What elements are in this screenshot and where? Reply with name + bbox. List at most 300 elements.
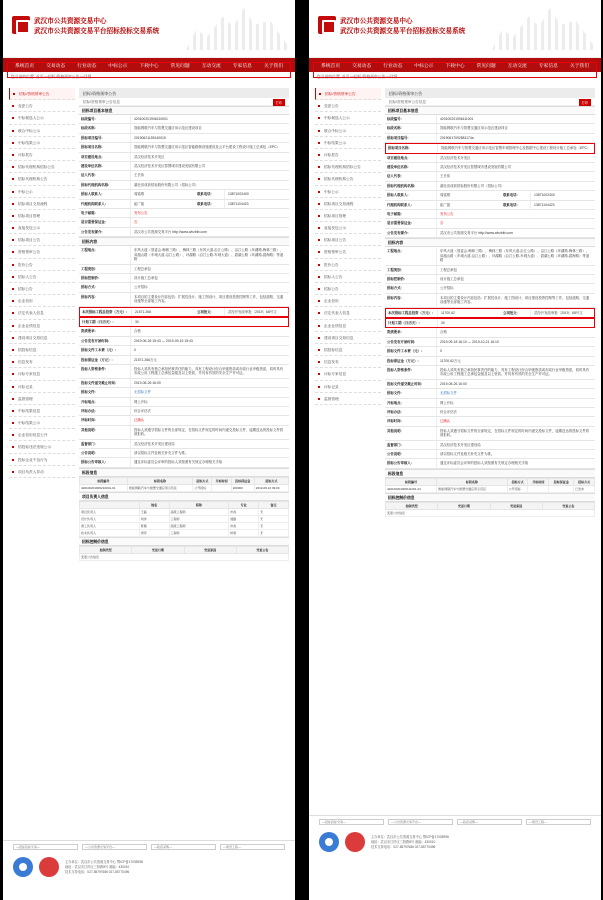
table-row xyxy=(386,485,595,492)
sidebar-item[interactable]: 联合中标公示 xyxy=(315,125,381,137)
row-label: 投标人资格条件: xyxy=(79,365,131,378)
sidebar-item[interactable]: 招投标违法违规公示 xyxy=(9,441,75,453)
nav-item[interactable]: 系统首页 xyxy=(320,63,341,69)
info-row xyxy=(79,327,289,336)
row-value: 周铭维 xyxy=(440,193,451,198)
sidebar-item[interactable]: 招标代理机构公告 xyxy=(315,173,381,185)
sidebar-item[interactable]: 招投标信息 xyxy=(9,344,75,356)
row-value: 东风大道（管委会-梅林三路）、梅林三路（东风大道-沿江公路）、沿江公路（环湖路-梅林三路）、凤凰山路（车城大道-沿江公路）、环湖路（沿江公路-车城大道）、碧湖公路（环湖路-碧海路）等道路 xyxy=(440,249,590,263)
sidebar-item[interactable]: 招标项目交易流程 xyxy=(9,198,75,210)
info-row xyxy=(79,407,289,416)
cell: 技术负责人 xyxy=(80,529,140,536)
basic-section: 招标项目基本信息 xyxy=(385,106,595,115)
cell: 无 xyxy=(259,529,289,536)
nav-item[interactable]: 行业动态 xyxy=(77,63,97,69)
info-row xyxy=(385,266,595,275)
print-button[interactable]: 打印 xyxy=(579,99,591,106)
row-label: 标段名称: xyxy=(79,124,131,132)
row-value: 13871104423 xyxy=(534,202,555,207)
info-row xyxy=(385,389,595,398)
logo-icon xyxy=(318,16,336,34)
nav-item[interactable]: 常见问题 xyxy=(476,63,496,69)
row-label: 评标时间: xyxy=(385,417,437,425)
staff-section: 项目负责人信息 xyxy=(79,492,289,501)
list-section: 标段信息 xyxy=(385,469,595,478)
row-value: 武汉市公共资源交易平台 http://www.whzbtb.com xyxy=(134,229,207,234)
sidebar-item[interactable]: 评标专家信息 xyxy=(9,368,75,380)
row-value: 合格 xyxy=(134,329,141,334)
row-value: 工程总承包 xyxy=(134,266,151,271)
row-value: 智能网联汽车与智慧交通应用示范区建设项目 xyxy=(134,126,202,131)
sidebar-item[interactable]: 招标人公告 xyxy=(315,271,381,283)
cell: 高级工程师 xyxy=(169,508,229,515)
row-value: 已确认 xyxy=(134,418,145,423)
table-row xyxy=(80,522,289,529)
sidebar-item[interactable]: 报价公告 xyxy=(9,259,75,271)
nav-item[interactable]: 下载中心 xyxy=(445,63,465,69)
row-value: 综合评估法 xyxy=(134,409,151,413)
doc-link[interactable]: 无招标文件 xyxy=(440,391,457,396)
row-value: 否 xyxy=(440,221,444,226)
info-row xyxy=(79,181,289,190)
row-value: 网上开标 xyxy=(440,400,454,405)
sidebar-item[interactable]: 直接发包公示 xyxy=(315,222,381,234)
nav-item[interactable]: 关于我们 xyxy=(263,63,284,69)
building-illustration xyxy=(492,8,597,50)
site-title: 武汉市公共资源交易中心 xyxy=(340,18,413,25)
footer-select[interactable]: —招标投标交易— xyxy=(13,844,78,850)
info-row xyxy=(385,347,595,356)
row-label: 公告发布开始时间: xyxy=(79,337,131,345)
sidebar-item[interactable]: 信息发布 xyxy=(315,356,381,368)
row-label: 建设单位名称: xyxy=(385,163,437,171)
info-row xyxy=(385,399,595,408)
row-label: 公告发布媒介: xyxy=(385,229,437,237)
sidebar-item[interactable]: 报价公告 xyxy=(315,259,381,271)
sidebar-item[interactable]: 招标公告 xyxy=(9,283,75,295)
sidebar-item[interactable]: 招标代理机构招标公告 xyxy=(9,161,75,173)
sidebar-item[interactable]: 招标项目交易流程 xyxy=(315,198,381,210)
cell: 420100201906210001-01 xyxy=(80,484,128,491)
row-label: 立项批文: xyxy=(501,309,531,317)
row-value: 21571.266万元 xyxy=(134,357,157,362)
info-row xyxy=(79,134,289,143)
sidebar-item[interactable]: 法定代表人信息 xyxy=(9,307,75,319)
info-row xyxy=(385,427,595,441)
row-value: 智能网联汽车与智慧交通应用示范区智慧车城管理中心及数据中心建设工程设计施工总承包（EPC） xyxy=(441,146,591,151)
row-value: 发布公告 xyxy=(134,211,148,216)
cell: 变更公告信息 xyxy=(80,553,289,560)
col-header: 开标时间 xyxy=(528,478,549,485)
sidebar-item[interactable]: 招标代理机构招标公告 xyxy=(315,161,381,173)
row-label: 招标项目名称: xyxy=(79,143,131,151)
info-row xyxy=(79,218,289,227)
sidebar-item[interactable]: 招标项目公告 xyxy=(315,234,381,246)
row-label: 其他说明: xyxy=(79,426,131,439)
row-value: 工程总承包 xyxy=(440,267,457,272)
cell: 刘洋 xyxy=(139,515,169,522)
row-label: 公告发布媒介: xyxy=(79,228,131,236)
row-label: 工程类别: xyxy=(385,266,437,274)
sidebar-item[interactable]: 资格预审公告 xyxy=(315,246,381,258)
row-value: 30 xyxy=(135,319,139,324)
nav-item[interactable]: 系统首页 xyxy=(14,63,35,69)
col-header: 招标方式 xyxy=(507,478,528,485)
police-badge-icon xyxy=(345,832,365,852)
info-row xyxy=(385,328,595,337)
row-label: 招标人联系人: xyxy=(79,190,131,198)
sidebar-item[interactable]: 企业信用 xyxy=(315,295,381,307)
sidebar-item[interactable]: 中标候选人公示 xyxy=(315,112,381,124)
row-value: 东风大道（管委会-梅林三路）、梅林三路（东风大道-沿江公路）、沿江公路（环湖路-梅林三路）、凤凰山路（车城大道-沿江公路）、环湖路（沿江公路-车城大道）、碧湖公路（环湖路-碧海路）等道路 xyxy=(134,248,284,262)
row-label: 招标文件: xyxy=(79,388,131,396)
col-header: 投标保证金 xyxy=(549,478,574,485)
row-label: 公告说明: xyxy=(79,449,131,457)
info-row xyxy=(385,210,595,219)
row-value: 0 xyxy=(440,349,442,354)
cell: 项目负责人 xyxy=(80,508,140,515)
page-title: 招标/资格预审公告 xyxy=(385,88,595,98)
info-row xyxy=(79,398,289,407)
cell: 无 xyxy=(259,522,289,529)
row-label: 投标文件递交截止时间: xyxy=(79,379,131,387)
sidebar-item[interactable]: 中标候选人公示 xyxy=(9,112,75,124)
row-label: 本次招标工程总投资（万元）: xyxy=(386,309,438,317)
site-subtitle: 武汉市公共资源交易平台招标投标交易系统 xyxy=(340,28,466,35)
row-label: 招标项目名称: xyxy=(386,144,438,152)
sidebar-item[interactable]: 中标公示 xyxy=(315,186,381,198)
row-label: 招标代理机构名称: xyxy=(385,182,437,190)
info-row xyxy=(79,115,289,124)
sidebar-item[interactable]: 评标报告 xyxy=(9,149,75,161)
cell: 市政 xyxy=(229,522,259,529)
row-label: 资质要求: xyxy=(385,328,437,336)
info-row xyxy=(385,115,595,124)
sidebar-item[interactable]: 中标结果公示 xyxy=(9,417,75,429)
row-value: 武汉经济技术开发区建设局 xyxy=(134,441,175,446)
cell: 周军 xyxy=(139,529,169,536)
info-row xyxy=(385,408,595,417)
row-label: 是否需要保证金: xyxy=(385,219,437,227)
nav-item[interactable]: 交易动态 xyxy=(46,63,66,69)
row-label: 建设单位名称: xyxy=(79,162,131,170)
row-label: 评标办法: xyxy=(385,408,437,416)
row-label: 招标公告审核人: xyxy=(79,458,131,466)
row-value: 0 xyxy=(134,348,136,353)
footer xyxy=(3,840,295,881)
row-value: 智能网联汽车与智慧交通应用示范区智能路侧设施建设及云平台建设工程设计施工总承包（EPC） xyxy=(134,145,280,150)
row-value: 武经开发改审批〔2019〕68号文 xyxy=(534,310,583,315)
row-value: 武汉经济技术开发区 xyxy=(134,154,165,159)
change-section: 招标控制价信息 xyxy=(79,537,289,546)
sidebar-item[interactable]: 评标报告 xyxy=(315,149,381,161)
nav-item[interactable]: 交易动态 xyxy=(352,63,372,69)
footer-select[interactable]: —政府采购— xyxy=(457,819,522,825)
sidebar-item[interactable]: 企业信用 xyxy=(9,295,75,307)
row-value: 13871104423 xyxy=(228,201,249,206)
row-value: 投标人须具有独立承担民事责任的能力，具有工程设计综合甲级资质或市政行业甲级资质，同时具有市政公用工程施工总承包壹级及以上资质，并具有有效的安全生产许可证。 xyxy=(134,366,284,376)
row-label: 联系电话: xyxy=(501,191,531,199)
nav-item[interactable]: 互动交流 xyxy=(201,63,221,69)
sidebar-item[interactable]: 评标记录 xyxy=(315,381,381,393)
sidebar-item[interactable]: 中标结果公示 xyxy=(315,137,381,149)
sidebar-item[interactable]: 投标企业不良行为 xyxy=(9,454,75,466)
row-label: 招标文件工本费（元）: xyxy=(79,346,131,354)
sidebar-item[interactable]: 招投标信息 xyxy=(315,344,381,356)
row-label: 招标文件工本费（元）: xyxy=(385,347,437,355)
sidebar-item[interactable]: 变更公告 xyxy=(315,100,381,112)
sidebar-item[interactable]: 招标/资格预审公告 xyxy=(315,88,381,100)
col-header: 控制类型 xyxy=(80,546,132,553)
info-row xyxy=(385,219,595,228)
footer-selects xyxy=(3,841,295,853)
sidebar-item[interactable]: 招标代理机构公告 xyxy=(9,173,75,185)
footer-selects xyxy=(309,816,601,828)
nav-item[interactable]: 互动交流 xyxy=(507,63,527,69)
row-value: 崔广振 xyxy=(440,202,451,207)
main-content xyxy=(385,88,595,517)
sidebar-item[interactable]: 建设项目交易信息 xyxy=(9,332,75,344)
col-header: 招标方式 xyxy=(193,477,212,484)
tender-section: 招标内容 xyxy=(79,237,289,246)
row-label: 标段名称: xyxy=(385,124,437,132)
row-label: 开标地点: xyxy=(79,398,131,406)
row-value: 本项目的主要设计内容包括：扩展性设计、施工图设计、项目建设投资控制等工作，包括道路、交通设施等全部施工内容。 xyxy=(134,294,284,304)
nav-item[interactable]: 行业动态 xyxy=(383,63,403,69)
sidebar-item[interactable]: 招标公告 xyxy=(315,283,381,295)
footer-select[interactable]: —建设工程— xyxy=(526,819,591,825)
basic-section: 招标项目基本信息 xyxy=(79,106,289,115)
table-row xyxy=(80,529,289,536)
sidebar-item[interactable]: 招标项目管理 xyxy=(315,210,381,222)
row-value: 武汉经济技术开发区建设局 xyxy=(440,442,481,447)
section-title: 招标/资格预审公告信息 xyxy=(83,100,120,104)
sidebar-item[interactable]: 中标结果信息 xyxy=(9,405,75,417)
row-label: 是否需要保证金: xyxy=(79,218,131,226)
row-value: 投标人须遵守招标文件的全部规定，在招标文件规定的时间内递交投标文件，逾期送达的投标文件将被拒收。 xyxy=(440,428,590,438)
amount-row xyxy=(385,308,595,318)
section-bar xyxy=(79,98,289,106)
info-row xyxy=(79,356,289,365)
highlight-box xyxy=(313,62,597,78)
row-label: 代理机构联系人: xyxy=(79,200,131,208)
row-label: 代理机构联系人: xyxy=(385,201,437,209)
row-label: 电子邮箱: xyxy=(385,210,437,218)
col-header: 职称 xyxy=(169,501,229,508)
footer-info xyxy=(309,828,601,856)
row-value: 已确认 xyxy=(440,419,451,424)
row-value: 武汉经济技术开发区智慧城市建设发展有限公司 xyxy=(440,165,512,170)
sidebar-item[interactable]: 招标人公告 xyxy=(9,271,75,283)
table-row xyxy=(80,515,289,522)
col-header: 变更原因 xyxy=(184,546,236,553)
row-label: 计划工期（日历天）: xyxy=(386,319,438,327)
row-label: 招标方式: xyxy=(385,284,437,292)
row-label: 工程类别: xyxy=(79,265,131,273)
gov-badge-icon xyxy=(319,832,339,852)
footer-select[interactable]: —建设工程— xyxy=(220,844,285,850)
row-label: 招标控制价: xyxy=(385,275,437,283)
row-value: 湖北省成套招标股份有限公司（招标公司） xyxy=(134,182,199,187)
sidebar-item[interactable]: 监督管理 xyxy=(9,393,75,405)
print-button[interactable]: 打印 xyxy=(273,99,285,106)
sidebar-item[interactable]: 项目负责人异动 xyxy=(9,466,75,478)
change-table xyxy=(385,502,595,517)
footer-line: 地址：武汉市江岸区三阳路8号 邮编：430010 xyxy=(65,864,130,869)
sidebar-item[interactable]: 招标项目管理 xyxy=(9,210,75,222)
footer xyxy=(309,815,601,856)
cell: 已发布 xyxy=(574,485,595,492)
info-row xyxy=(385,450,595,459)
sidebar-item[interactable]: 招标项目公告 xyxy=(9,234,75,246)
footer-select[interactable]: —公共资源交易平台— xyxy=(388,819,453,825)
sidebar-item[interactable]: 中标公示 xyxy=(9,186,75,198)
footer-info xyxy=(3,853,295,881)
doc-link[interactable]: 无招标文件 xyxy=(134,390,151,395)
cell: 智能网联汽车与智慧交通应用示范区 xyxy=(437,485,508,492)
row-label: 项目建设地点: xyxy=(79,153,131,161)
footer-select[interactable]: —招标投标交易— xyxy=(319,819,384,825)
row-label: 招标方式: xyxy=(79,283,131,291)
info-row xyxy=(79,124,289,133)
sidebar-item[interactable]: 企业业绩信息 xyxy=(315,320,381,332)
sidebar xyxy=(315,88,381,405)
info-row xyxy=(385,357,595,366)
cell: 施工负责人 xyxy=(80,522,140,529)
col-header: 招标方式 xyxy=(574,478,595,485)
nav-item[interactable]: 关于我们 xyxy=(569,63,590,69)
row-label: 投标保证金（万元）: xyxy=(385,357,437,365)
row-label: 工程地点: xyxy=(79,246,131,263)
info-row xyxy=(385,201,595,210)
nav-item[interactable]: 下载中心 xyxy=(139,63,159,69)
info-row xyxy=(79,246,289,264)
info-row xyxy=(385,182,595,191)
page-title: 招标/资格预审公告 xyxy=(79,88,289,98)
sidebar-item[interactable]: 直接发包公示 xyxy=(9,222,75,234)
row-value: 合格 xyxy=(440,330,447,335)
row-label: 公告说明: xyxy=(385,450,437,458)
sidebar-item[interactable]: 建设项目交易信息 xyxy=(315,332,381,344)
info-row xyxy=(385,154,595,163)
cell: 变更公告信息 xyxy=(386,509,595,516)
row-value: 11700.62万元 xyxy=(440,358,461,363)
staff-table xyxy=(79,501,289,537)
highlight-box xyxy=(7,62,291,78)
info-row xyxy=(79,190,289,199)
info-row xyxy=(79,293,289,307)
sidebar-item[interactable]: 评标记录 xyxy=(9,381,75,393)
info-row xyxy=(79,171,289,180)
row-label: 招标公告审核人: xyxy=(385,459,437,467)
info-row xyxy=(79,388,289,397)
info-row xyxy=(79,162,289,171)
info-row xyxy=(385,124,595,133)
info-row xyxy=(79,209,289,218)
table-row xyxy=(80,508,289,515)
row-value: 投标人须具有独立承担民事责任的能力，具有工程设计综合甲级资质或市政行业甲级资质，同时具有市政公用工程施工总承包壹级及以上资质，并具有有效的安全生产许可证。 xyxy=(440,367,590,377)
nav-item[interactable]: 专家信息 xyxy=(232,63,252,69)
col-header: 投标保证金 xyxy=(231,477,254,484)
sidebar-item[interactable]: 联合中标公示 xyxy=(9,125,75,137)
footer-select[interactable]: —政府采购— xyxy=(151,844,216,850)
row-label: 联系电话: xyxy=(501,201,531,209)
info-row xyxy=(385,134,595,143)
cell: 420100201906111001-01 xyxy=(386,485,437,492)
sidebar-item[interactable]: 企业信用信息公开 xyxy=(9,429,75,441)
row-label: 开标地点: xyxy=(385,399,437,407)
row-value: 智能网联汽车与智慧交通应用示范区建设项目 xyxy=(440,126,508,131)
row-label: 本次招标工程总投资（万元）: xyxy=(80,308,132,316)
nav-item[interactable]: 常见问题 xyxy=(170,63,190,69)
row-label: 法人代表: xyxy=(385,172,437,180)
col-header: 专业 xyxy=(229,501,259,508)
nav-item[interactable]: 中标公示 xyxy=(414,63,434,69)
row-label: 立项批文: xyxy=(195,308,225,316)
nav-item[interactable]: 专家信息 xyxy=(538,63,558,69)
cell: 桥梁 xyxy=(229,529,259,536)
change-table xyxy=(79,546,289,561)
row-value: 13871002400 xyxy=(534,193,555,198)
row-label: 监督部门: xyxy=(385,441,437,449)
row-value: 否 xyxy=(134,220,138,225)
sidebar-item[interactable]: 资格预审公告 xyxy=(9,246,75,258)
sidebar-item[interactable]: 信息发布 xyxy=(9,356,75,368)
row-value: 综合评估法 xyxy=(440,410,457,414)
row-label: 监督部门: xyxy=(79,440,131,448)
cell xyxy=(212,484,231,491)
sidebar-item[interactable]: 法定代表人信息 xyxy=(315,307,381,319)
row-label: 招标项目编号: xyxy=(79,134,131,142)
row-value: 武汉经济技术开发区 xyxy=(440,155,471,160)
row-value: 王长伟 xyxy=(134,173,145,178)
info-row xyxy=(79,365,289,379)
row-value: 武汉市公共资源交易平台 http://www.whzbtb.com xyxy=(440,230,513,235)
row-label: 投标文件递交截止时间: xyxy=(385,380,437,388)
list-table xyxy=(385,478,595,493)
list-section: 标段信息 xyxy=(79,468,289,477)
row-value: 设计施工总承包 xyxy=(134,275,158,280)
col-header xyxy=(80,501,140,508)
row-label: 工程地点: xyxy=(385,247,437,264)
sidebar-item[interactable]: 变更公告 xyxy=(9,100,75,112)
info-row xyxy=(79,337,289,346)
nav-item[interactable]: 中标公示 xyxy=(108,63,128,69)
row-value: 2019-08-26 16:00 xyxy=(134,380,161,385)
sidebar-item[interactable]: 企业业绩信息 xyxy=(9,320,75,332)
sidebar-item[interactable]: 评标专家信息 xyxy=(315,368,381,380)
row-value: 请以招标文件及相关补充文件为准。 xyxy=(440,452,495,457)
footer-text xyxy=(65,860,143,875)
sidebar-item[interactable]: 监督管理 xyxy=(315,393,381,405)
sidebar-item[interactable]: 招标/资格预审公告 xyxy=(9,88,75,100)
col-header: 备注 xyxy=(259,501,289,508)
info-row xyxy=(385,229,595,238)
row-label: 标段编号: xyxy=(385,115,437,123)
row-value: 武汉经济技术开发区智慧城市建设发展有限公司 xyxy=(134,164,206,169)
footer-select[interactable]: —公共资源交易平台— xyxy=(82,844,147,850)
info-row xyxy=(385,366,595,380)
info-row xyxy=(79,346,289,355)
footer-line: 技术支持电话：027-85797686 027-85770496 xyxy=(371,844,436,849)
row-label: 投标保证金（万元）: xyxy=(79,356,131,364)
info-row xyxy=(79,426,289,440)
row-value: 武经开发改审批〔2019〕68号文 xyxy=(228,309,277,314)
sidebar xyxy=(9,88,75,478)
logo-icon xyxy=(12,16,30,34)
row-label: 招标项目编号: xyxy=(385,134,437,142)
sidebar-item[interactable]: 中标结果公示 xyxy=(9,137,75,149)
